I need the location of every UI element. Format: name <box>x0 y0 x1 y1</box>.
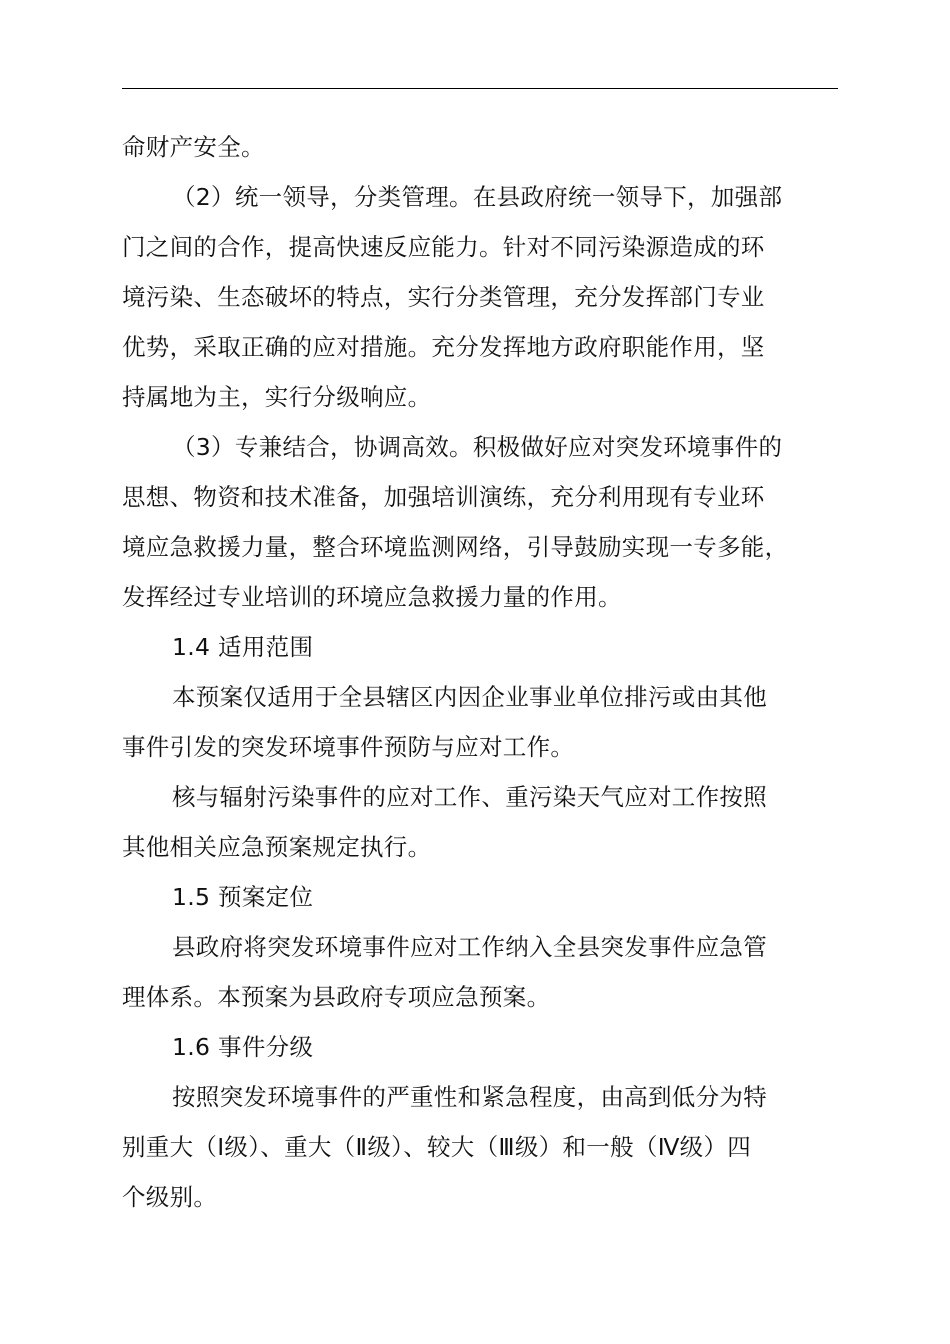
text-line: 本预案仅适用于全县辖区内因企业事业单位排污或由其他 <box>172 683 767 711</box>
text-line: 境应急救援力量，整合环境监测网络，引导鼓励实现一专多能， <box>122 533 789 561</box>
text-line: 发挥经过专业培训的环境应急救援力量的作用。 <box>122 583 622 611</box>
text-line: 其他相关应急预案规定执行。 <box>122 833 432 861</box>
section-heading: 1.5 预案定位 <box>172 883 314 911</box>
text-line: 事件引发的突发环境事件预防与应对工作。 <box>122 733 575 761</box>
text-line: 县政府将突发环境事件应对工作纳入全县突发事件应急管 <box>172 933 767 961</box>
document-body <box>122 122 838 1222</box>
text-line: 思想、物资和技术准备，加强培训演练，充分利用现有专业环 <box>122 483 765 511</box>
text-line: 优势，采取正确的应对措施。充分发挥地方政府职能作用，坚 <box>122 333 765 361</box>
text-line: 别重大（Ⅰ级）、重大（Ⅱ级）、较大（Ⅲ级）和一般（Ⅳ级）四 <box>122 1133 752 1161</box>
text-line: 命财产安全。 <box>122 133 265 161</box>
text-line: 理体系。本预案为县政府专项应急预案。 <box>122 983 551 1011</box>
section-heading: 1.6 事件分级 <box>172 1033 314 1061</box>
text-line: （2）统一领导，分类管理。在县政府统一领导下，加强部 <box>172 183 783 211</box>
text-line: 门之间的合作，提高快速反应能力。针对不同污染源造成的环 <box>122 233 765 261</box>
text-line: （3）专兼结合，协调高效。积极做好应对突发环境事件的 <box>172 433 783 461</box>
text-line: 个级别。 <box>122 1183 218 1211</box>
text-line: 境污染、生态破坏的特点，实行分类管理，充分发挥部门专业 <box>122 283 765 311</box>
text-line: 持属地为主，实行分级响应。 <box>122 383 432 411</box>
text-line: 核与辐射污染事件的应对工作、重污染天气应对工作按照 <box>172 783 767 811</box>
header-rule <box>122 88 838 89</box>
section-heading: 1.4 适用范围 <box>172 633 314 661</box>
text-line: 按照突发环境事件的严重性和紧急程度，由高到低分为特 <box>172 1083 767 1111</box>
